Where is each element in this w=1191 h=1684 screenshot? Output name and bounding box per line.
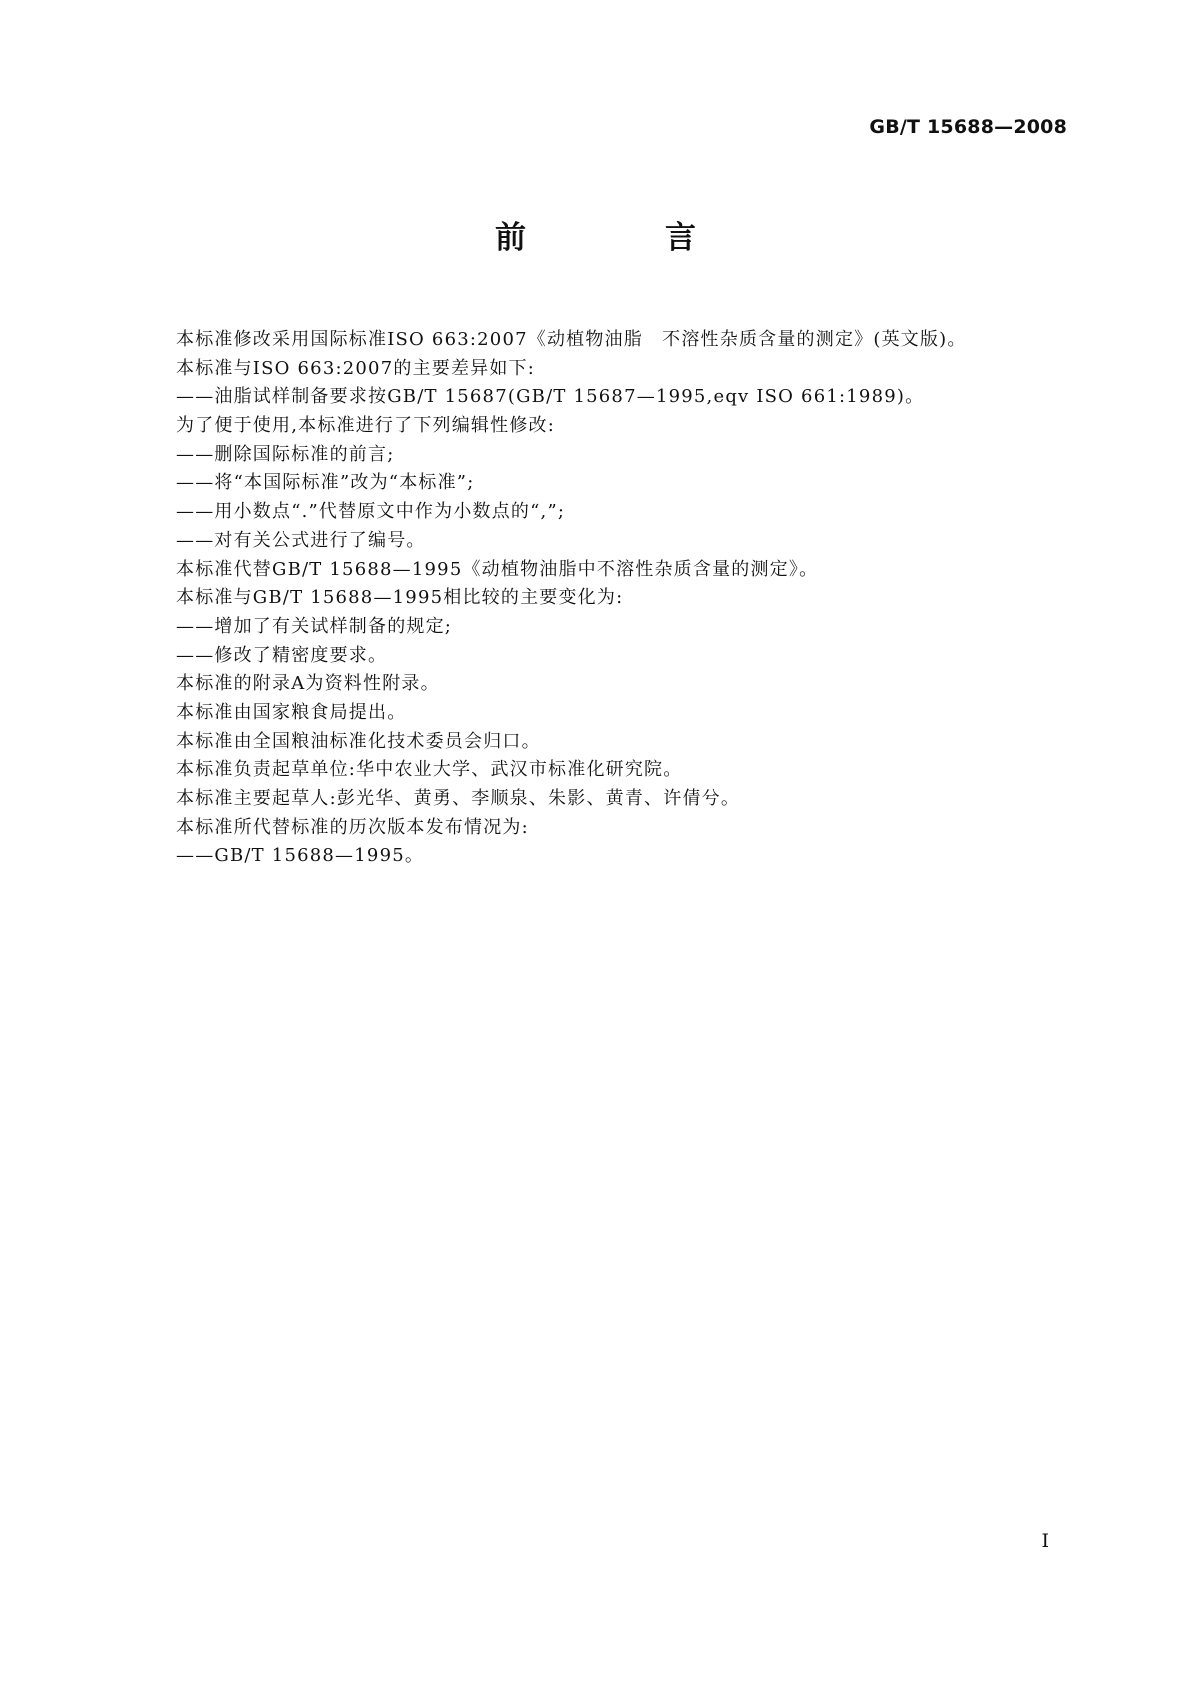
page-number: I xyxy=(1041,1530,1049,1552)
text-line: 本标准负责起草单位:华中农业大学、武汉市标准化研究院。 xyxy=(176,759,683,781)
text-line: ——删除国际标准的前言; xyxy=(176,443,395,465)
standard-code: GB/T 15688—2008 xyxy=(869,116,1067,138)
text-line: ——对有关公式进行了编号。 xyxy=(176,529,426,551)
text-line: 本标准的附录A为资料性附录。 xyxy=(176,673,440,695)
text-line: 本标准由全国粮油标准化技术委员会归口。 xyxy=(176,730,541,752)
text-line: 本标准主要起草人:彭光华、黄勇、李顺泉、朱影、黄青、许倩兮。 xyxy=(176,788,741,809)
text-line: ——用小数点“.”代替原文中作为小数点的“,”; xyxy=(176,501,566,523)
text-line: 为了便于使用,本标准进行了下列编辑性修改: xyxy=(176,415,555,437)
text-line: 本标准与ISO 663:2007的主要差异如下: xyxy=(176,357,536,379)
text-line: ——将“本国际标准”改为“本标准”; xyxy=(176,472,475,494)
page-title: 前 言 xyxy=(495,220,750,256)
text-line: 本标准由国家粮食局提出。 xyxy=(176,701,407,723)
text-line: 本标准与GB/T 15688—1995相比较的主要变化为: xyxy=(176,587,624,609)
text-line: ——油脂试样制备要求按GB/T 15687(GB/T 15687—1995,eqv ISO 661:1989)。 xyxy=(176,386,925,408)
text-line: 本标准所代替标准的历次版本发布情况为: xyxy=(176,816,529,838)
text-line: ——增加了有关试样制备的规定; xyxy=(176,615,453,637)
foreword-body xyxy=(176,326,1076,871)
text-line: 本标准修改采用国际标准ISO 663:2007《动植物油脂 不溶性杂质含量的测定》(英文版)。 xyxy=(176,329,967,350)
text-line: 本标准代替GB/T 15688—1995《动植物油脂中不溶性杂质含量的测定》。 xyxy=(176,558,819,580)
text-line: ——GB/T 15688—1995。 xyxy=(176,845,425,867)
text-line: ——修改了精密度要求。 xyxy=(176,644,388,666)
